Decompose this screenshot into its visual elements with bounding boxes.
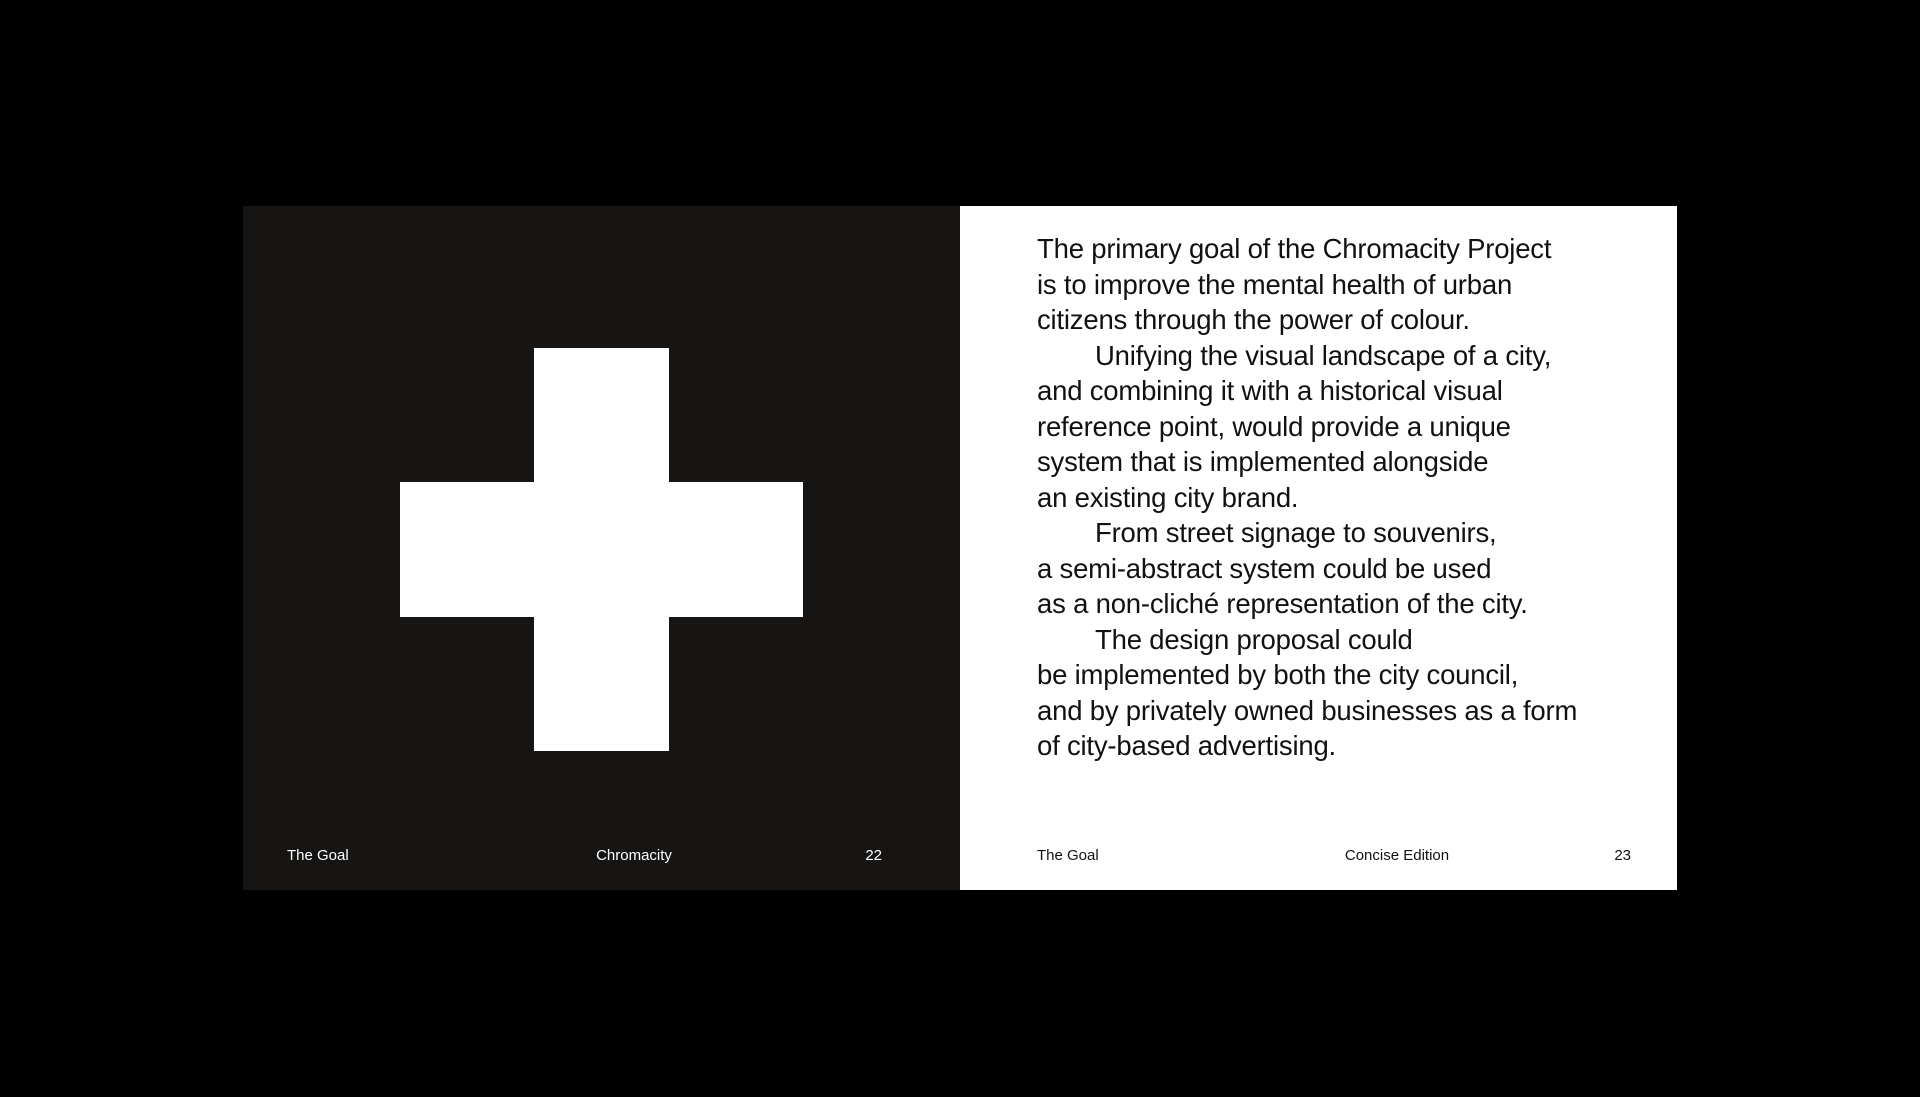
left-page-number: 22 [865, 847, 882, 864]
body-line: be implemented by both the city council, [1037, 659, 1519, 690]
body-line: The primary goal of the Chromacity Project [1037, 233, 1552, 264]
body-line: citizens through the power of colour. [1037, 304, 1470, 335]
body-line: The design proposal could [1095, 623, 1413, 655]
cross-icon [400, 348, 803, 751]
body-line: Unifying the visual landscape of a city, [1095, 339, 1552, 371]
right-footer-edition: Concise Edition [1344, 847, 1450, 864]
book-spread [243, 206, 1677, 890]
body-line: a semi-abstract system could be used [1037, 552, 1492, 584]
right-page-number: 23 [1614, 847, 1631, 864]
body-line: is to improve the mental health of urban [1037, 268, 1513, 300]
body-paragraphs [1037, 231, 1637, 764]
left-footer-title: Chromacity [596, 847, 672, 864]
right-page [960, 206, 1677, 890]
left-page [243, 206, 960, 890]
body-line: reference point, would provide a unique [1037, 410, 1511, 442]
body-line: and combining it with a historical visual [1037, 375, 1503, 406]
body-line: an existing city brand. [1037, 481, 1299, 513]
body-line: as a non-cliché representation of the city. [1037, 588, 1528, 619]
body-line: From street signage to souvenirs, [1095, 517, 1497, 548]
body-line: of city-based advertising. [1037, 730, 1336, 761]
cross-horizontal-bar [400, 482, 803, 617]
right-footer-section: The Goal [1037, 847, 1099, 864]
body-line: system that is implemented alongside [1037, 446, 1489, 477]
left-footer-section: The Goal [287, 847, 349, 864]
body-line: and by privately owned businesses as a form [1037, 694, 1578, 726]
